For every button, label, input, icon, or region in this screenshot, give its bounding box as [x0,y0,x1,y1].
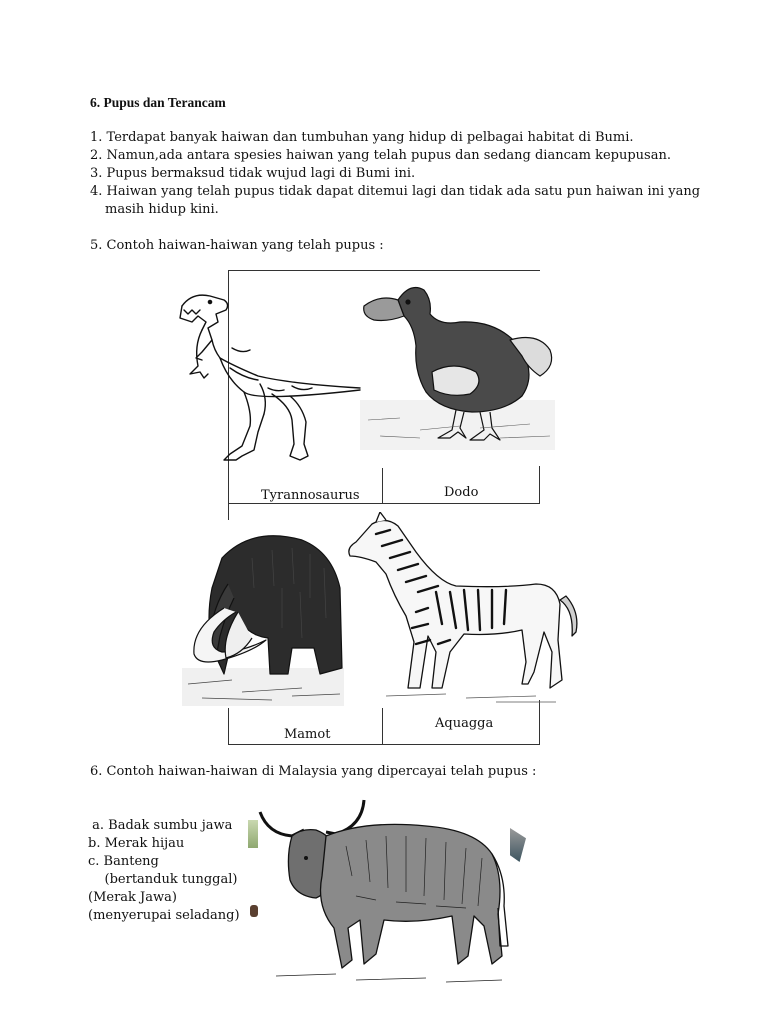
list-item: (bertanduk tunggal) [88,872,238,887]
banteng-image [256,796,512,986]
list-item: a. Badak sumbu jawa [88,818,233,833]
list-item: 4. Haiwan yang telah pupus tidak dapat ditemui lagi dan tidak ada satu pun haiwan ini yang [90,184,701,199]
malaysia-heading: 6. Contoh haiwan-haiwan di Malaysia yang dipercayai telah pupus : [90,764,537,779]
aquagga-image [346,512,582,708]
bird-image-fragment [510,828,526,862]
table-top-line [228,270,540,271]
examples-heading: 5. Contoh haiwan-haiwan yang telah pupus : [90,238,384,253]
list-item: (Merak Jawa) [88,890,177,905]
section-heading: 6. Pupus dan Terancam [90,95,226,110]
table-left-line-2 [228,708,229,744]
table-col-line-2 [382,708,383,744]
caption-dodo: Dodo [444,485,479,500]
mammoth-image [182,528,344,706]
list-item: (menyerupai seladang) [88,908,240,923]
malaysia-list [88,817,240,925]
caption-mamot: Mamot [284,727,331,742]
table-bottom-line [228,744,540,745]
list-item: b. Merak hijau [88,836,185,851]
intro-list [90,129,700,219]
table-right-line [539,466,540,504]
caption-tyrannosaurus: Tyrannosaurus [261,488,360,503]
dodo-image [360,280,560,450]
table-col-line [382,468,383,503]
list-item: 1. Terdapat banyak haiwan dan tumbuhan yang hidup di pelbagai habitat di Bumi. [90,130,634,145]
list-item-continuation: masih hidup kini. [105,202,219,217]
table-mid-line [228,503,540,504]
caption-aquagga: Aquagga [435,716,494,731]
list-item: 3. Pupus bermaksud tidak wujud lagi di Bumi ini. [90,166,416,181]
list-item: 2. Namun,ada antara spesies haiwan yang telah pupus dan sedang diancam kepupusan. [90,148,671,163]
list-item: c. Banteng [88,854,159,869]
tyrannosaurus-image [172,288,364,470]
